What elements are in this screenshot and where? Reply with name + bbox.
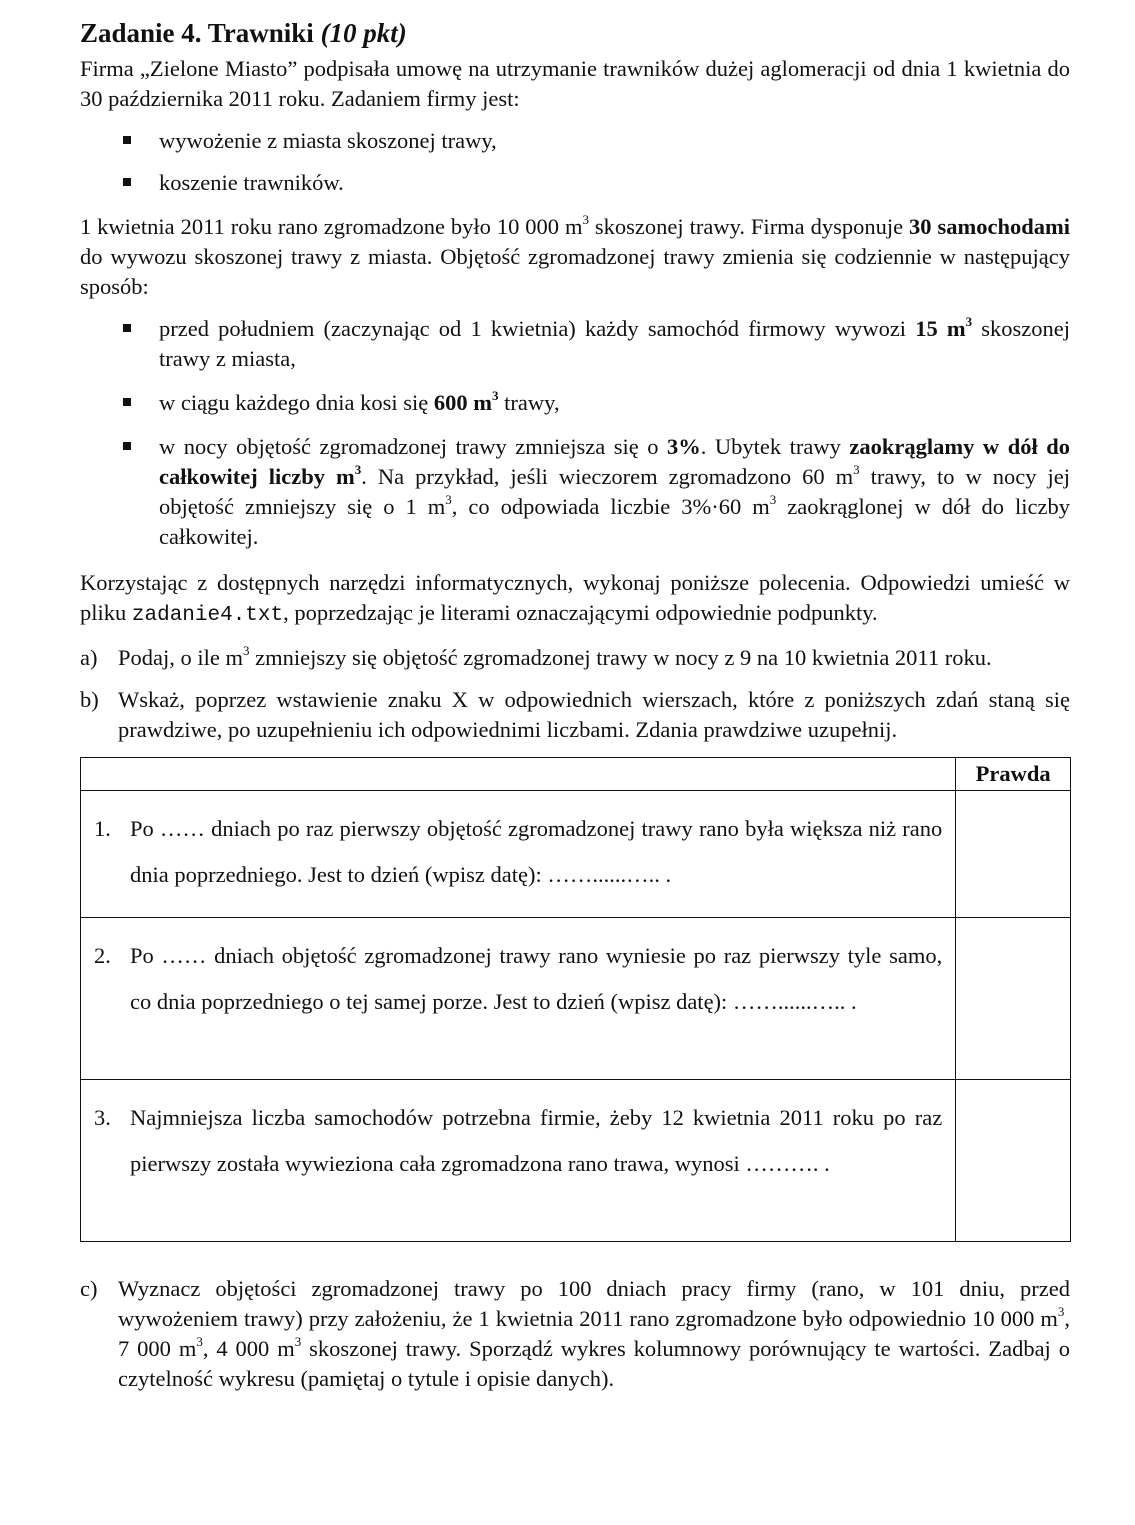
statement-text: Najmniejsza liczba samochodów potrzebna firmie, żeby 12 kwietnia 2011 roku po raz pierwszy została wywieziona cała zgromadzona rano trawa, wynosi ………. . <box>130 1105 943 1176</box>
truth-table <box>80 757 1071 1242</box>
statement-text: Po …… dniach objętość zgromadzonej trawy rano wyniesie po raz pierwszy tyle samo, co dnia poprzedniego o tej samej porze. Jest to dzień (wpisz datę): ……......….. . <box>130 943 943 1014</box>
file-name: zadanie4.txt <box>131 604 284 627</box>
instructions-paragraph: Korzystając z dostępnych narzędzi informatycznych, wykonaj poniższe polecenia. Odpowiedzi umieść w pliku zadanie4.txt, poprzedzając je literami oznaczającymi odpowiednie podpunkty. <box>80 570 1070 627</box>
document-page <box>80 16 1070 1394</box>
table-row: 1. Po …… dniach po raz pierwszy objętość zgromadzonej trawy rano była większa niż rano dnia poprzedniego. Jest to dzień (wpisz datę): ……......….. . <box>81 791 1071 918</box>
table-row: 2. Po …… dniach objętość zgromadzonej trawy rano wyniesie po raz pierwszy tyle samo, co dnia poprzedniego o tej samej porze. Jest to dzień (wpisz datę): ……......….. . <box>81 918 1071 1080</box>
task-letter: c) <box>80 1276 98 1301</box>
table-header-row <box>81 758 1071 791</box>
task-letter: b) <box>80 687 99 712</box>
task-a: a) Podaj, o ile $m^3$ zmniejszy się objętość zgromadzonej trawy w nocy z 9 na 10 kwietnia 2011 roku. <box>80 643 1070 673</box>
task-c: c) Wyznacz objętości zgromadzonej trawy po 100 dniach pracy firmy (rano, w 101 dniu, przed wywożeniem trawy) przy założeniu, że 1 kwietnia 2011 rano zgromadzone było odpowiednio 10 000 $m^3$, 7 000 $m^3$, 4 000 $m^3$ skoszonej trawy. Sporządź wykres kolumnowy porównujący te wartości. Zadbaj o czytelność wykresu (pamiętaj o tytule i opisie danych). <box>80 1276 1070 1391</box>
rule-bullet-mowing: w ciągu każdego dnia kosi się 600 $m^3$ trawy, <box>80 388 1070 418</box>
table-header-empty <box>81 758 956 791</box>
intro-paragraph: Firma „Zielone Miasto” podpisała umowę na utrzymanie trawników dużej aglomeracji od dnia 1 kwietnia do 30 października 2011 roku. Zadaniem firmy jest: <box>80 56 1070 111</box>
truth-mark-cell[interactable] <box>956 791 1071 918</box>
task-letter: a) <box>80 645 98 670</box>
truth-mark-cell[interactable] <box>956 1080 1071 1242</box>
statement-text: Po …… dniach po raz pierwszy objętość zgromadzonej trawy rano była większa niż rano dnia poprzedniego. Jest to dzień (wpisz datę): ……......….. . <box>130 816 943 887</box>
rules-paragraph: 1 kwietnia 2011 roku rano zgromadzone było 10 000 $m^3$ skoszonej trawy. Firma dysponuje 30 samochodami do wywozu skoszonej trawy z miasta. Objętość zgromadzonej trawy zmienia się codziennie w następujący sposób: <box>80 211 1070 299</box>
rule-bullet-trucks: przed południem (zaczynając od 1 kwietnia) każdy samochód firmowy wywozi 15 $m^3$ skoszonej trawy z miasta, <box>80 314 1070 374</box>
rule-bullet-night: w nocy objętość zgromadzonej trawy zmniejsza się o 3%. Ubytek trawy zaokrąglamy w dół do całkowitej liczby $m^3$. Na przykład, jeśli wieczorem zgromadzono 60 $m^3$ trawy, to w nocy jej objętość zmniejszy się o 1 $m^3$, co odpowiada liczbie 3%·60 $m^3$ zaokrąglonej w dół do liczby całkowitej. <box>80 432 1070 552</box>
task-points: (10 pkt) <box>320 18 407 48</box>
truth-mark-cell[interactable] <box>956 918 1071 1080</box>
bullet-square-icon <box>123 136 131 144</box>
bullet-square-icon <box>123 324 131 332</box>
task-title <box>80 16 1070 50</box>
bullet-square-icon <box>123 442 131 450</box>
table-row: 3. Najmniejsza liczba samochodów potrzebna firmie, żeby 12 kwietnia 2011 roku po raz pierwszy została wywieziona cała zgromadzona rano trawa, wynosi ………. . <box>81 1080 1071 1242</box>
bullet-item: koszenie trawników. <box>80 168 1070 198</box>
task-b: b) Wskaż, poprzez wstawienie znaku X w odpowiednich wierszach, które z poniższych zdań staną się prawdziwe, po uzupełnieniu ich odpowiednimi liczbami. Zdania prawdziwe uzupełnij. <box>80 687 1070 742</box>
bullet-item: wywożenie z miasta skoszonej trawy, <box>80 126 1070 156</box>
bullet-square-icon <box>123 178 131 186</box>
task-title-main: Zadanie 4. Trawniki <box>80 18 321 48</box>
truth-column-header: Prawda <box>956 758 1071 791</box>
bullet-square-icon <box>123 398 131 406</box>
